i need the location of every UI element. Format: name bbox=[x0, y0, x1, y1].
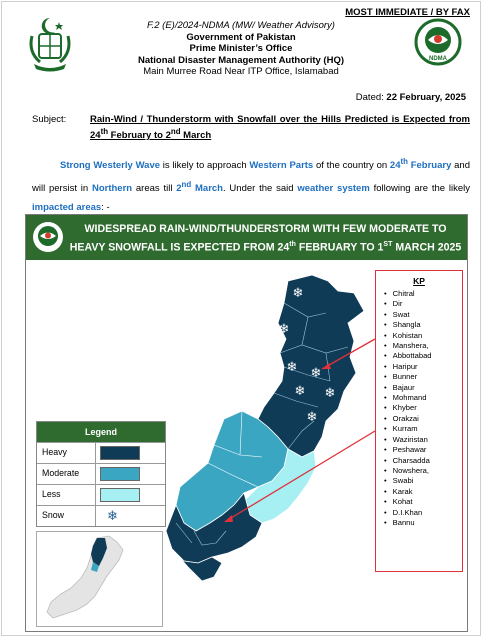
legend-swatch-less bbox=[100, 488, 140, 502]
snowflake-icon: ❄ bbox=[292, 286, 304, 301]
priority-label: MOST IMMEDIATE / BY FAX bbox=[345, 7, 470, 18]
subject-text: Rain-Wind / Thunderstorm with Snowfall over the Hills Predicted is Expected from 24th February to 2nd March bbox=[90, 114, 470, 142]
kp-title: KP bbox=[413, 276, 425, 286]
snowflake-icon: ❄ bbox=[310, 366, 322, 381]
legend-swatch-moderate bbox=[100, 467, 140, 481]
list-item: • Nowshera, bbox=[384, 466, 462, 476]
list-item: • Dir bbox=[384, 299, 462, 309]
letterhead-line-1: Government of Pakistan bbox=[186, 31, 296, 43]
legend-label: Snow bbox=[42, 510, 65, 520]
letterhead-line-2: Prime Minister’s Office bbox=[189, 43, 293, 54]
snowflake-icon: ❄ bbox=[278, 322, 290, 337]
svg-text:NDMA: NDMA bbox=[429, 56, 447, 62]
list-item: • Swabi bbox=[384, 476, 462, 486]
legend-row-heavy bbox=[37, 442, 165, 463]
legend-row-moderate bbox=[37, 463, 165, 484]
list-item: • D.I.Khan bbox=[384, 508, 462, 518]
legend-label: Moderate bbox=[42, 468, 80, 478]
list-item: • Karak bbox=[384, 487, 462, 497]
legend-swatch-heavy bbox=[100, 446, 140, 460]
list-item: • Orakzai bbox=[384, 414, 462, 424]
list-item: • Mohmand bbox=[384, 393, 462, 403]
date-line bbox=[356, 92, 466, 103]
snowflake-icon: ❄ bbox=[286, 360, 298, 375]
letterhead-line-3: National Disaster Management Authority (HQ) bbox=[137, 54, 345, 66]
list-item: • Charsadda bbox=[384, 456, 462, 466]
letterhead bbox=[110, 20, 372, 78]
ndma-banner-logo-icon bbox=[32, 221, 64, 253]
forecast-map-panel bbox=[25, 214, 468, 632]
legend-row-less bbox=[37, 484, 165, 505]
list-item: • Kohistan bbox=[384, 331, 462, 341]
advisory-paragraph: Strong Westerly Wave is likely to approach Western Parts of the country on 24th February and will persist in Northern areas till 2nd March. Under the said weather system following are the likely impacted areas: - bbox=[32, 157, 470, 214]
list-item: • Shangla bbox=[384, 320, 462, 330]
list-item: • Chitral bbox=[384, 289, 462, 299]
legend-label: Heavy bbox=[42, 447, 67, 457]
list-item: • Kurram bbox=[384, 424, 462, 434]
reference-number: F.2 (E)/2024-NDMA (MW/ Weather Advisory) bbox=[147, 20, 335, 31]
legend-row-snow bbox=[37, 505, 165, 526]
subject-label: Subject: bbox=[32, 114, 67, 125]
list-item: • Peshawar bbox=[384, 445, 462, 455]
list-item: • Bunner bbox=[384, 372, 462, 382]
snowflake-icon: ❄ bbox=[324, 386, 336, 401]
list-item: • Bajaur bbox=[384, 383, 462, 393]
list-item: • Abbottabad bbox=[384, 351, 462, 361]
ndma-logo-icon bbox=[414, 18, 462, 66]
snowflake-icon: ❄ bbox=[306, 410, 318, 425]
list-item: • Waziristan bbox=[384, 435, 462, 445]
date-value: 22 February, 2025 bbox=[386, 92, 466, 103]
list-item: • Khyber bbox=[384, 403, 462, 413]
date-label: Dated: bbox=[355, 92, 384, 103]
snowflake-icon: ❄ bbox=[294, 384, 306, 399]
letterhead-address: Main Murree Road Near ITP Office, Islamabad bbox=[143, 66, 339, 77]
list-item: • Kohat bbox=[384, 497, 462, 507]
pakistan-inset-map bbox=[36, 531, 163, 627]
list-item: • Manshera, bbox=[384, 341, 462, 351]
legend-label: Less bbox=[42, 489, 61, 499]
kp-district-list bbox=[376, 289, 462, 528]
list-item: • Haripur bbox=[384, 362, 462, 372]
pakistan-emblem-icon bbox=[26, 16, 74, 74]
inset-map-svg bbox=[37, 532, 162, 626]
snowflake-icon: ❄ bbox=[107, 508, 118, 523]
map-banner-title: WIDESPREAD RAIN-WIND/THUNDERSTORM WITH FEW MODERATE TO HEAVY SNOWFALL IS EXPECTED FROM 24th FEBRUARY TO 1ST MARCH 2025 bbox=[69, 223, 462, 254]
map-banner bbox=[26, 215, 467, 260]
list-item: • Swat bbox=[384, 310, 462, 320]
legend-title: Legend bbox=[37, 422, 165, 442]
list-item: • Bannu bbox=[384, 518, 462, 528]
map-legend bbox=[36, 421, 166, 527]
kp-districts-box bbox=[375, 270, 463, 572]
